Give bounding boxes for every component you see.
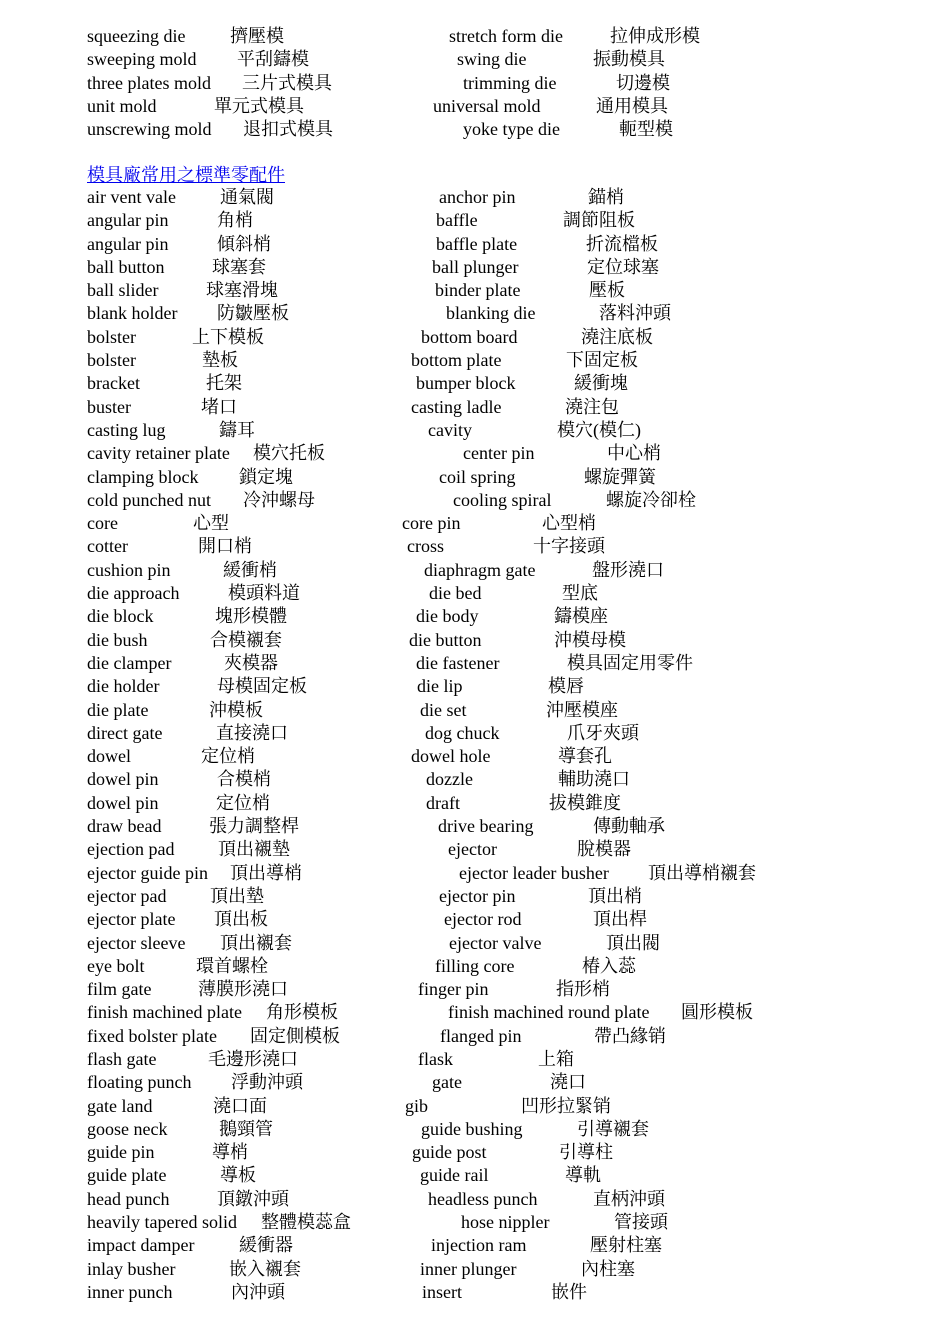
parts-term-row xyxy=(0,512,950,535)
term-english-left: guide plate xyxy=(87,1165,167,1186)
term-english-left: die approach xyxy=(87,583,180,604)
term-english-right: hose nippler xyxy=(461,1212,550,1233)
top-term-list xyxy=(0,25,950,141)
term-chinese-right: 內柱塞 xyxy=(581,1258,635,1279)
parts-term-row xyxy=(0,1095,950,1118)
parts-term-row xyxy=(0,1188,950,1211)
term-english-right: die set xyxy=(420,699,467,720)
top-term-row xyxy=(0,72,950,95)
term-english-right: stretch form die xyxy=(449,26,563,46)
term-chinese-left: 角形模板 xyxy=(266,1002,338,1023)
parts-term-row xyxy=(0,1258,950,1281)
parts-term-row xyxy=(0,768,950,791)
parts-term-row xyxy=(0,489,950,512)
term-english-right: guide bushing xyxy=(421,1118,523,1139)
term-english-left: die plate xyxy=(87,699,149,720)
section-heading-link[interactable]: 模具廠常用之標準零配件 xyxy=(87,165,285,185)
term-chinese-right: 軛型模 xyxy=(619,119,673,140)
term-chinese-left: 平刮鑄模 xyxy=(237,49,309,70)
term-english-left: goose neck xyxy=(87,1118,168,1139)
term-english-left: inlay busher xyxy=(87,1258,176,1279)
term-english-right: flanged pin xyxy=(440,1025,522,1046)
term-chinese-left: 塊形模體 xyxy=(215,606,287,627)
term-english-left: direct gate xyxy=(87,722,163,743)
term-english-left: fixed bolster plate xyxy=(87,1025,217,1046)
term-english-left: bolster xyxy=(87,350,136,371)
term-chinese-left: 頂出襯墊 xyxy=(218,839,290,860)
parts-term-row xyxy=(0,442,950,465)
term-english-right: ejector pin xyxy=(439,885,516,906)
term-chinese-right: 頂出桿 xyxy=(593,909,647,930)
term-english-left: three plates mold xyxy=(87,72,211,93)
term-chinese-right: 嵌件 xyxy=(551,1281,587,1302)
term-english-right: baffle plate xyxy=(436,233,518,254)
term-chinese-right: 十字接頭 xyxy=(533,536,605,557)
term-english-left: dowel xyxy=(87,746,131,767)
term-chinese-right: 椿入蕊 xyxy=(582,955,636,976)
term-english-left: ejector guide pin xyxy=(87,862,208,883)
term-english-right: ejector xyxy=(448,839,497,860)
term-english-right: filling core xyxy=(435,955,515,976)
term-english-right: cross xyxy=(407,536,444,557)
term-chinese-left: 夾模器 xyxy=(224,652,278,673)
term-chinese-right: 壓射柱塞 xyxy=(590,1235,662,1256)
term-english-right: trimming die xyxy=(463,72,557,93)
term-chinese-right: 爪牙夾頭 xyxy=(567,722,639,743)
term-english-right: center pin xyxy=(463,443,535,464)
term-english-right: draft xyxy=(426,792,460,813)
term-english-right: ejector rod xyxy=(444,909,522,930)
parts-term-row xyxy=(0,582,950,605)
term-chinese-left: 導板 xyxy=(220,1165,256,1186)
term-english-left: film gate xyxy=(87,979,152,1000)
parts-term-row xyxy=(0,466,950,489)
term-chinese-right: 模穴(模仁) xyxy=(557,419,641,440)
term-chinese-right: 心型梢 xyxy=(542,513,596,534)
parts-term-row xyxy=(0,186,950,209)
term-english-left: clamping block xyxy=(87,466,199,487)
term-chinese-right: 圓形模板 xyxy=(681,1002,753,1023)
term-chinese-left: 鑄耳 xyxy=(219,419,255,440)
term-english-right: die button xyxy=(409,629,482,650)
term-english-left: eye bolt xyxy=(87,955,145,976)
term-english-left: ejection pad xyxy=(87,839,175,860)
term-english-left: buster xyxy=(87,396,131,417)
parts-term-row xyxy=(0,1025,950,1048)
term-english-left: cotter xyxy=(87,536,128,557)
term-english-left: bolster xyxy=(87,326,136,347)
term-chinese-left: 定位梢 xyxy=(216,792,270,813)
term-chinese-left: 頂出墊 xyxy=(210,885,264,906)
term-english-left: angular pin xyxy=(87,210,169,231)
term-english-right: diaphragm gate xyxy=(424,559,536,580)
term-chinese-right: 通用模具 xyxy=(596,95,668,116)
term-chinese-right: 壓板 xyxy=(589,280,625,301)
term-chinese-left: 墊板 xyxy=(202,350,238,371)
term-chinese-left: 直接澆口 xyxy=(216,722,288,743)
term-english-left: casting lug xyxy=(87,419,166,440)
parts-term-row xyxy=(0,1164,950,1187)
term-chinese-right: 型底 xyxy=(562,583,598,604)
term-chinese-right: 直柄沖頭 xyxy=(593,1188,665,1209)
term-chinese-left: 薄膜形澆口 xyxy=(198,979,288,1000)
term-english-right: blanking die xyxy=(446,303,536,324)
term-english-left: dowel pin xyxy=(87,792,159,813)
term-english-right: ejector leader busher xyxy=(459,862,609,883)
term-chinese-right: 澆注包 xyxy=(565,396,619,417)
term-english-left: dowel pin xyxy=(87,769,159,790)
term-chinese-left: 澆口面 xyxy=(213,1095,267,1116)
term-chinese-right: 指形梢 xyxy=(556,979,610,1000)
term-chinese-left: 沖模板 xyxy=(209,699,263,720)
term-english-right: flask xyxy=(418,1048,453,1069)
parts-term-row xyxy=(0,559,950,582)
parts-term-row xyxy=(0,302,950,325)
term-english-left: sweeping mold xyxy=(87,49,197,70)
term-english-left: flash gate xyxy=(87,1048,157,1069)
term-english-right: cooling spiral xyxy=(453,489,552,510)
term-chinese-right: 引導襯套 xyxy=(577,1118,649,1139)
term-chinese-right: 盤形澆口 xyxy=(592,559,664,580)
parts-term-row xyxy=(0,233,950,256)
parts-term-row xyxy=(0,745,950,768)
term-english-right: gate xyxy=(432,1072,462,1093)
term-chinese-right: 凹形拉緊销 xyxy=(521,1095,611,1116)
term-chinese-right: 導套孔 xyxy=(558,746,612,767)
term-english-left: finish machined plate xyxy=(87,1002,242,1023)
term-chinese-left: 托架 xyxy=(206,373,242,394)
parts-term-row xyxy=(0,815,950,838)
term-chinese-left: 傾斜梢 xyxy=(217,233,271,254)
parts-term-row xyxy=(0,978,950,1001)
term-english-left: ball button xyxy=(87,256,165,277)
term-english-right: bottom board xyxy=(421,326,518,347)
term-chinese-left: 上下模板 xyxy=(192,326,264,347)
term-chinese-right: 沖壓模座 xyxy=(546,699,618,720)
parts-term-row xyxy=(0,792,950,815)
parts-term-row xyxy=(0,605,950,628)
parts-term-row xyxy=(0,862,950,885)
term-english-right: insert xyxy=(422,1281,462,1302)
term-chinese-left: 頂出板 xyxy=(214,909,268,930)
term-english-right: binder plate xyxy=(435,280,521,301)
term-chinese-right: 引導柱 xyxy=(559,1142,613,1163)
term-chinese-left: 浮動沖頭 xyxy=(231,1072,303,1093)
term-english-right: dozzle xyxy=(426,769,473,790)
term-chinese-left: 緩衝梢 xyxy=(223,559,277,580)
parts-term-row xyxy=(0,629,950,652)
term-chinese-right: 落料沖頭 xyxy=(599,303,671,324)
term-english-left: die holder xyxy=(87,676,160,697)
term-chinese-left: 張力調整桿 xyxy=(209,816,299,837)
term-english-right: swing die xyxy=(457,49,527,70)
term-chinese-left: 合模襯套 xyxy=(210,629,282,650)
term-english-left: heavily tapered solid xyxy=(87,1212,237,1233)
term-chinese-right: 傳動軸承 xyxy=(593,816,665,837)
term-english-left: blank holder xyxy=(87,303,178,324)
term-chinese-left: 緩衝器 xyxy=(239,1235,293,1256)
term-chinese-left: 頂鐓沖頭 xyxy=(217,1188,289,1209)
term-english-right: guide rail xyxy=(420,1165,489,1186)
term-chinese-right: 頂出梢 xyxy=(588,885,642,906)
term-chinese-right: 振動模具 xyxy=(593,49,665,70)
parts-term-row xyxy=(0,699,950,722)
term-chinese-right: 帶凸緣销 xyxy=(594,1025,666,1046)
term-english-right: universal mold xyxy=(433,95,541,116)
term-english-right: gib xyxy=(405,1095,429,1116)
term-english-left: ejector plate xyxy=(87,909,176,930)
parts-term-row xyxy=(0,396,950,419)
term-chinese-left: 鵝頸管 xyxy=(219,1118,273,1139)
term-english-left: floating punch xyxy=(87,1072,192,1093)
parts-term-row xyxy=(0,1141,950,1164)
term-english-right: die body xyxy=(416,606,479,627)
term-chinese-left: 導梢 xyxy=(212,1142,248,1163)
parts-term-row xyxy=(0,838,950,861)
term-chinese-left: 角梢 xyxy=(217,210,253,231)
term-english-left: cushion pin xyxy=(87,559,171,580)
term-chinese-left: 擠壓模 xyxy=(230,26,284,46)
term-chinese-right: 澆口 xyxy=(550,1072,586,1093)
term-chinese-left: 冷沖螺母 xyxy=(243,489,315,510)
parts-term-row xyxy=(0,908,950,931)
term-chinese-left: 頂出襯套 xyxy=(220,932,292,953)
parts-term-row xyxy=(0,1281,950,1304)
parts-term-row xyxy=(0,349,950,372)
parts-term-row xyxy=(0,1211,950,1234)
term-chinese-right: 澆注底板 xyxy=(581,326,653,347)
term-english-left: air vent vale xyxy=(87,187,176,207)
term-chinese-left: 合模梢 xyxy=(217,769,271,790)
parts-term-row xyxy=(0,1001,950,1024)
term-chinese-left: 開口梢 xyxy=(198,536,252,557)
term-english-right: inner plunger xyxy=(420,1258,517,1279)
term-chinese-left: 單元式模具 xyxy=(214,95,304,116)
term-english-right: finish machined round plate xyxy=(448,1002,650,1023)
term-english-right: injection ram xyxy=(431,1235,527,1256)
term-english-left: angular pin xyxy=(87,233,169,254)
term-english-right: casting ladle xyxy=(411,396,502,417)
term-chinese-left: 頂出導梢 xyxy=(230,862,302,883)
term-chinese-left: 通氣閥 xyxy=(220,187,274,207)
term-chinese-left: 內沖頭 xyxy=(231,1281,285,1302)
term-chinese-right: 頂出導梢襯套 xyxy=(648,862,756,883)
term-chinese-right: 導軌 xyxy=(565,1165,601,1186)
term-chinese-right: 脫模器 xyxy=(577,839,631,860)
parts-term-row xyxy=(0,1048,950,1071)
term-chinese-right: 中心梢 xyxy=(607,443,661,464)
parts-term-row xyxy=(0,1234,950,1257)
term-english-right: die lip xyxy=(417,676,463,697)
term-chinese-left: 堵口 xyxy=(201,396,237,417)
term-english-left: bracket xyxy=(87,373,140,394)
term-chinese-right: 下固定板 xyxy=(566,350,638,371)
term-english-right: dowel hole xyxy=(411,746,491,767)
parts-term-row xyxy=(0,722,950,745)
term-chinese-left: 退扣式模具 xyxy=(243,119,333,140)
parts-term-row xyxy=(0,675,950,698)
term-english-right: dog chuck xyxy=(425,722,500,743)
term-chinese-left: 整體模蕊盒 xyxy=(261,1212,351,1233)
parts-term-row xyxy=(0,279,950,302)
term-chinese-right: 模具固定用零件 xyxy=(567,652,693,673)
term-english-left: unit mold xyxy=(87,95,157,116)
top-term-row xyxy=(0,48,950,71)
term-chinese-right: 管接頭 xyxy=(614,1212,668,1233)
term-chinese-right: 輔助澆口 xyxy=(558,769,630,790)
term-english-right: bottom plate xyxy=(411,350,502,371)
top-term-row xyxy=(0,95,950,118)
term-english-left: die bush xyxy=(87,629,148,650)
term-chinese-right: 錨梢 xyxy=(588,187,624,207)
parts-term-row xyxy=(0,419,950,442)
parts-term-row xyxy=(0,209,950,232)
term-english-right: cavity xyxy=(428,419,472,440)
term-english-left: impact damper xyxy=(87,1235,195,1256)
term-english-right: anchor pin xyxy=(439,187,516,207)
term-chinese-left: 心型 xyxy=(193,513,229,534)
term-english-left: inner punch xyxy=(87,1281,173,1302)
term-english-left: cold punched nut xyxy=(87,489,211,510)
term-chinese-right: 螺旋冷卻栓 xyxy=(606,489,696,510)
term-english-left: head punch xyxy=(87,1188,170,1209)
term-english-right: headless punch xyxy=(428,1188,538,1209)
term-english-left: gate land xyxy=(87,1095,153,1116)
term-english-right: finger pin xyxy=(418,979,489,1000)
term-english-right: ball plunger xyxy=(432,256,519,277)
parts-term-row xyxy=(0,932,950,955)
top-term-row xyxy=(0,118,950,141)
term-chinese-right: 調節阻板 xyxy=(563,210,635,231)
term-chinese-left: 鎖定塊 xyxy=(239,466,293,487)
parts-term-row xyxy=(0,372,950,395)
parts-term-row xyxy=(0,885,950,908)
term-chinese-right: 折流檔板 xyxy=(586,233,658,254)
term-english-left: cavity retainer plate xyxy=(87,443,230,464)
term-english-right: drive bearing xyxy=(438,816,534,837)
term-chinese-left: 嵌入襯套 xyxy=(229,1258,301,1279)
parts-term-row xyxy=(0,256,950,279)
term-english-right: bumper block xyxy=(416,373,516,394)
term-english-right: guide post xyxy=(412,1142,487,1163)
parts-term-row xyxy=(0,1071,950,1094)
term-chinese-right: 拉伸成形模 xyxy=(610,26,700,46)
parts-term-row xyxy=(0,535,950,558)
term-english-left: die block xyxy=(87,606,154,627)
term-chinese-left: 定位梢 xyxy=(201,746,255,767)
term-chinese-right: 模唇 xyxy=(548,676,584,697)
term-chinese-right: 緩衝塊 xyxy=(574,373,628,394)
term-chinese-left: 三片式模具 xyxy=(242,72,332,93)
top-term-row xyxy=(0,25,950,48)
term-english-left: ejector pad xyxy=(87,885,167,906)
parts-term-row xyxy=(0,955,950,978)
term-english-left: squeezing die xyxy=(87,26,186,46)
term-english-left: core xyxy=(87,513,118,534)
term-english-right: coil spring xyxy=(439,466,516,487)
term-english-right: yoke type die xyxy=(463,119,560,140)
term-chinese-left: 環首螺栓 xyxy=(196,955,268,976)
parts-term-row xyxy=(0,326,950,349)
term-chinese-right: 鑄模座 xyxy=(554,606,608,627)
term-chinese-right: 螺旋彈簧 xyxy=(584,466,656,487)
term-english-left: draw bead xyxy=(87,816,162,837)
parts-term-row xyxy=(0,1118,950,1141)
term-english-right: core pin xyxy=(402,513,461,534)
term-english-right: ejector valve xyxy=(449,932,542,953)
term-chinese-left: 模頭料道 xyxy=(228,583,300,604)
term-chinese-left: 模穴托板 xyxy=(253,443,325,464)
term-chinese-right: 沖模母模 xyxy=(554,629,626,650)
term-english-right: baffle xyxy=(436,210,478,231)
term-chinese-left: 固定側模板 xyxy=(250,1025,340,1046)
term-english-right: die bed xyxy=(429,583,482,604)
parts-term-list xyxy=(0,186,950,1304)
term-chinese-left: 母模固定板 xyxy=(217,676,307,697)
term-chinese-right: 切邊模 xyxy=(616,72,670,93)
term-english-left: ejector sleeve xyxy=(87,932,186,953)
term-chinese-left: 球塞滑塊 xyxy=(206,280,278,301)
term-chinese-right: 定位球塞 xyxy=(587,256,659,277)
term-english-left: guide pin xyxy=(87,1142,155,1163)
term-english-left: unscrewing mold xyxy=(87,119,212,140)
term-chinese-left: 防皺壓板 xyxy=(217,303,289,324)
term-english-left: die clamper xyxy=(87,652,172,673)
term-chinese-left: 球塞套 xyxy=(212,256,266,277)
term-chinese-right: 頂出閥 xyxy=(606,932,660,953)
parts-term-row xyxy=(0,652,950,675)
term-chinese-right: 拔模錐度 xyxy=(549,792,621,813)
term-chinese-right: 上箱 xyxy=(538,1048,574,1069)
term-english-left: ball slider xyxy=(87,280,159,301)
term-english-right: die fastener xyxy=(416,652,500,673)
term-chinese-left: 毛邊形澆口 xyxy=(208,1048,298,1069)
